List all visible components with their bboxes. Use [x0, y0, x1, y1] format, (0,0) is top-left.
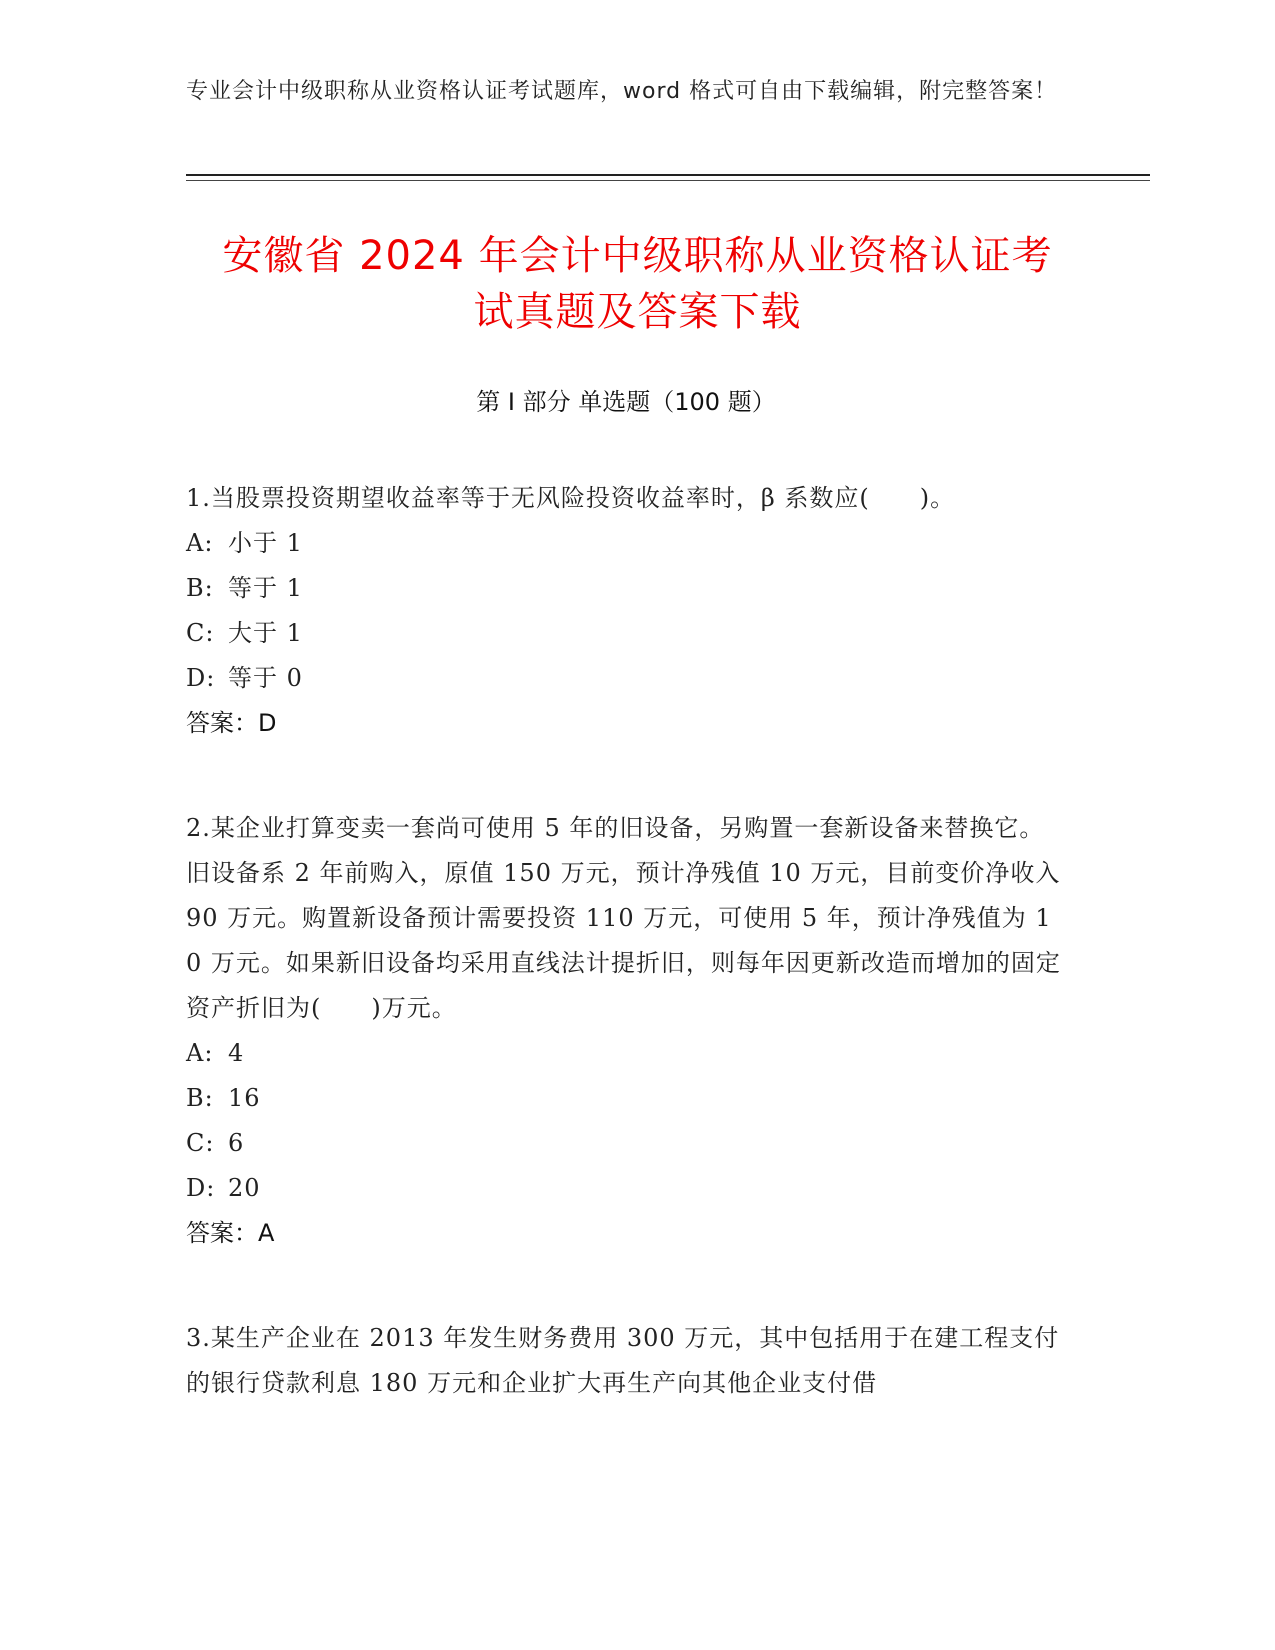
option-text: 16: [228, 1084, 261, 1112]
question-list: [186, 476, 1066, 1466]
option-text: 20: [228, 1174, 261, 1202]
header-note: 专业会计中级职称从业资格认证考试题库，word 格式可自由下载编辑，附完整答案！: [186, 79, 1058, 104]
option-text: 4: [228, 1039, 245, 1067]
header-divider-thin: [186, 180, 1150, 181]
answer: 答案：D: [186, 709, 277, 737]
option-d: [186, 656, 1066, 701]
option-key: B:: [186, 1084, 214, 1112]
option-b: [186, 566, 1066, 611]
document-title-line-1: 安徽省 2024 年会计中级职称从业资格认证考: [222, 233, 1053, 279]
option-c: [186, 611, 1066, 656]
option-key: C:: [186, 619, 215, 647]
option-a: [186, 521, 1066, 566]
option-text: 等于 0: [228, 664, 303, 692]
question-1: [186, 476, 1066, 746]
option-key: D:: [186, 1174, 216, 1202]
header-divider-thick: [186, 174, 1150, 176]
option-text: 大于 1: [228, 619, 303, 647]
option-b: [186, 1076, 1066, 1121]
option-key: B:: [186, 574, 214, 602]
question-2: [186, 806, 1066, 1256]
question-stem: 1.当股票投资期望收益率等于无风险投资收益率时，β 系数应( )。: [186, 484, 956, 512]
answer: 答案：A: [186, 1219, 275, 1247]
question-stem: 3.某生产企业在 2013 年发生财务费用 300 万元，其中包括用于在建工程支付的银行贷款利息 180 万元和企业扩大再生产向其他企业支付借: [186, 1324, 1060, 1397]
option-key: A:: [186, 529, 214, 557]
option-text: 小于 1: [228, 529, 303, 557]
option-key: A:: [186, 1039, 214, 1067]
option-a: [186, 1031, 1066, 1076]
option-c: [186, 1121, 1066, 1166]
option-text: 6: [228, 1129, 245, 1157]
option-key: C:: [186, 1129, 215, 1157]
document-title-line-2: 试真题及答案下载: [473, 289, 802, 335]
document-title: [150, 228, 1125, 340]
option-text: 等于 1: [228, 574, 303, 602]
question-stem: 2.某企业打算变卖一套尚可使用 5 年的旧设备，另购置一套新设备来替换它。旧设备系 2 年前购入，原值 150 万元，预计净残值 10 万元，目前变价净收入 90 万元。购置新设备预计需要投资 110 万元，可使用 5 年，预计净残值为 10 万元。如果新旧设备均采用直线法计提折旧，则每年因更新改造而增加的固定资产折旧为( )万元。: [186, 814, 1061, 1022]
option-key: D:: [186, 664, 216, 692]
option-d: [186, 1166, 1066, 1211]
section-title: 第 I 部分 单选题（100 题）: [476, 388, 776, 416]
question-3: [186, 1316, 1066, 1406]
